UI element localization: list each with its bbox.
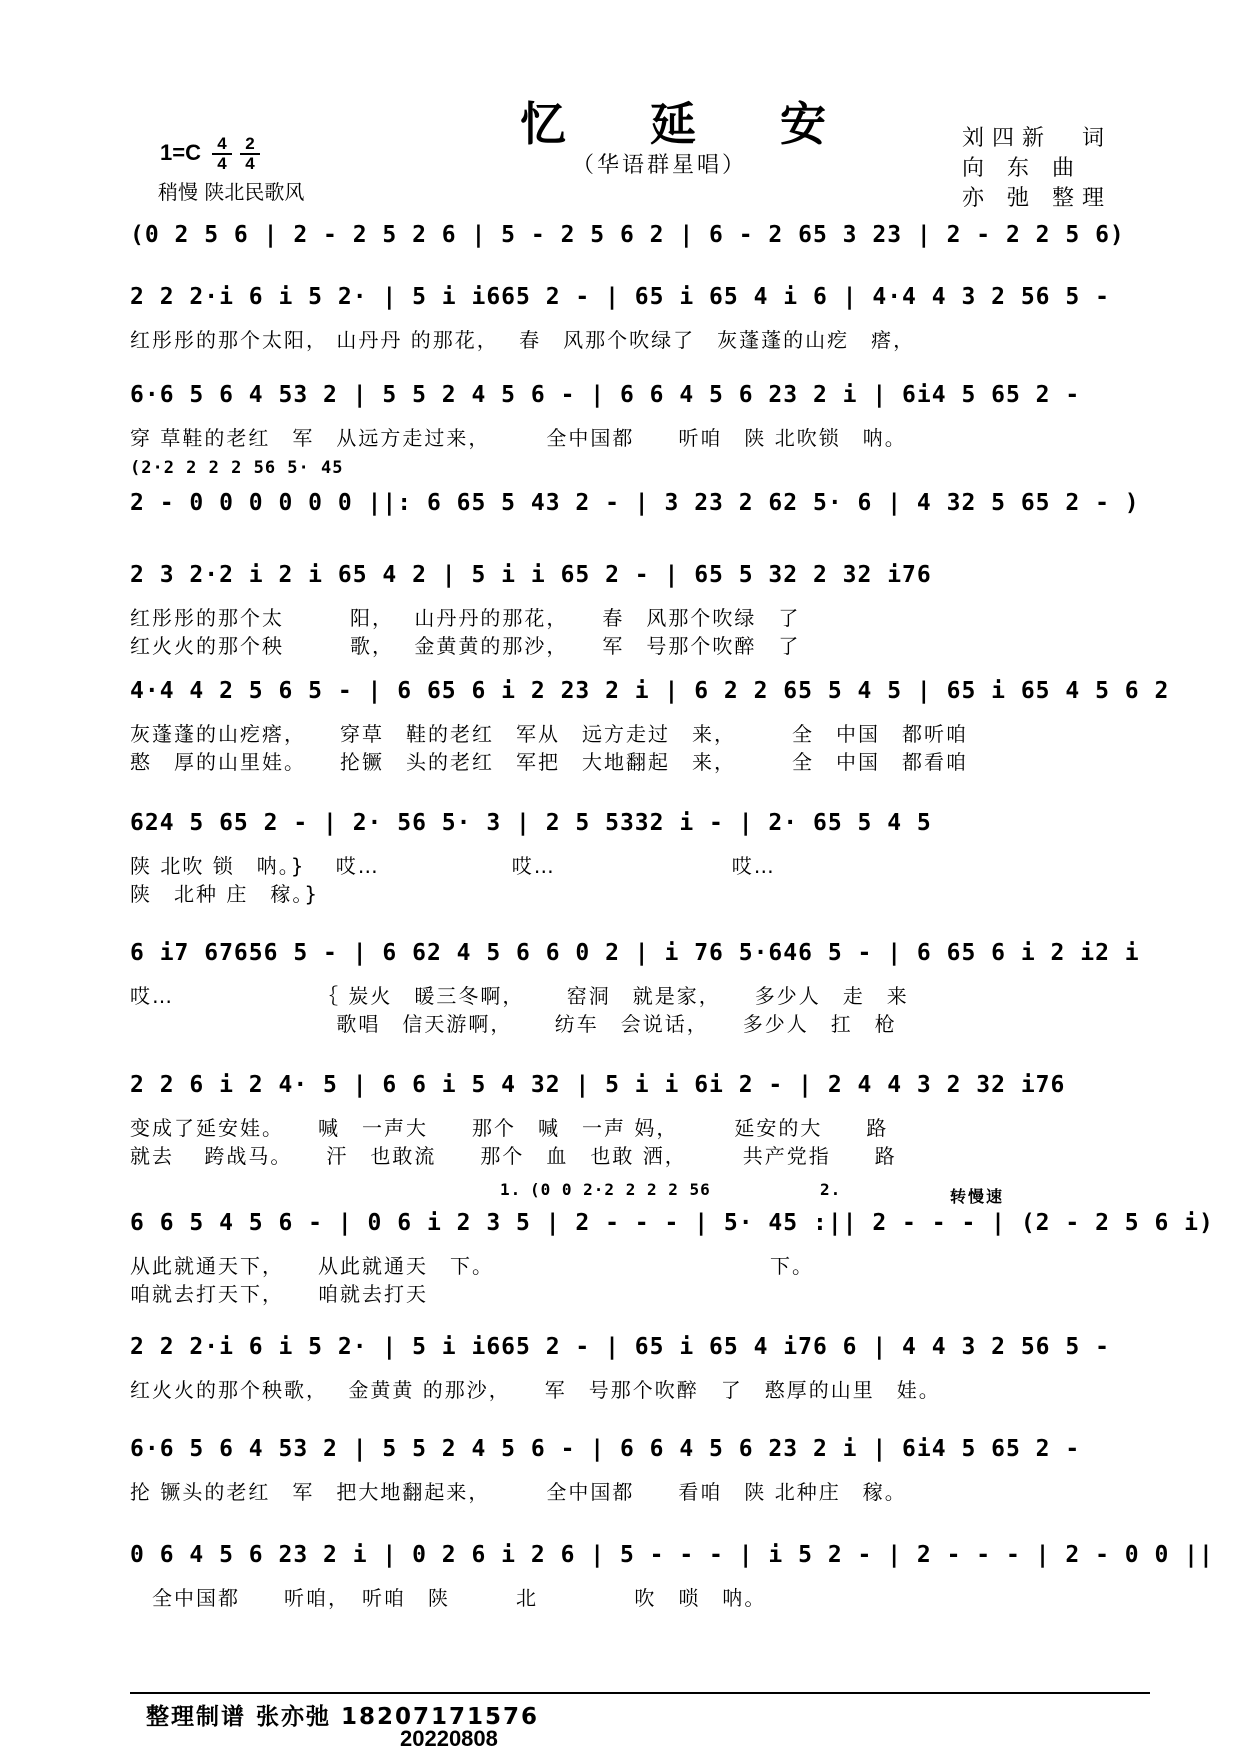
lyric-line: 咱就去打天下， 咱就去打天: [130, 1282, 428, 1306]
song-subtitle: （华语群星唱）: [572, 153, 748, 178]
lyricist-credit: 刘四新 词: [962, 126, 1113, 151]
notation-line: 2 2 6 i 2 4· 5 | 6 6 i 5 4 32 | 5 i i 6i 2 - | 2 4 4 3 2 32 i76: [130, 1072, 1066, 1098]
notation-line: 2 2 2·i 6 i 5 2· | 5 i i665 2 - | 65 i 65 4 i 6 | 4·4 4 3 2 56 5 -: [130, 284, 1110, 310]
lyric-line: 陕 北种 庄 稼。}: [130, 882, 320, 906]
lyric-line: 歌唱 信天游啊， 纺车 会说话， 多少人 扛 枪: [130, 1012, 897, 1036]
lyric-line: 变成了延安娃。 喊 一声大 那个 喊 一声 妈， 延安的大 路: [130, 1116, 889, 1140]
key-signature: 1=C: [160, 140, 201, 165]
footer-divider: [130, 1692, 1150, 1694]
credits: [962, 124, 1112, 214]
notation-line: 6 6 5 4 5 6 - | 0 6 i 2 3 5 | 2 - - - | 5· 45 :|| 2 - - - | (2 - 2 5 6 i): [130, 1210, 1214, 1236]
lyric-line: 哎… ｛ 炭火 暖三冬啊， 窑洞 就是家， 多少人 走 来: [130, 984, 909, 1008]
lyric-line: 从此就通天下， 从此就通天 下。 下。: [130, 1254, 814, 1278]
volta-2-label: 2.: [820, 1180, 842, 1199]
arranger-credit: 亦 弛 整理: [962, 186, 1112, 211]
lyric-line: 红火火的那个秧 歌， 金黄黄的那沙， 军 号那个吹醉 了: [130, 634, 801, 658]
lyric-line: 抡 镢头的老红 军 把大地翻起来， 全中国都 看咱 陕 北种庄 稼。: [130, 1480, 907, 1504]
lyric-line: 穿 草鞋的老红 军 从远方走过来， 全中国都 听咱 陕 北吹锁 呐。: [130, 426, 907, 450]
notation-line: 2 2 2·i 6 i 5 2· | 5 i i665 2 - | 65 i 65 4 i76 6 | 4 4 3 2 56 5 -: [130, 1334, 1110, 1360]
notation-line: 2 3 2·2 i 2 i 65 4 2 | 5 i i 65 2 - | 65 5 32 2 32 i76: [130, 562, 932, 588]
notation-line: 0 6 4 5 6 23 2 i | 0 2 6 i 2 6 | 5 - - - | i 5 2 - | 2 - - - | 2 - 0 0 ||: [130, 1542, 1214, 1568]
arranger-footer: 整理制谱 张亦弛 18207171576: [146, 1704, 540, 1730]
lyric-line: 憨 厚的山里娃。 抡镢 头的老红 军把 大地翻起 来， 全 中国 都看咱: [130, 750, 968, 774]
notation-line: (0 2 5 6 | 2 - 2 5 2 6 | 5 - 2 5 6 2 | 6 - 2 65 3 23 | 2 - 2 2 5 6): [130, 222, 1125, 248]
lyric-line: 全中国都 听咱， 听咱 陕 北 吹 唢 呐。: [130, 1586, 767, 1610]
lyric-line: 红彤彤的那个太 阳， 山丹丹的那花， 春 风那个吹绿 了: [130, 606, 801, 630]
tempo-change-marking: 转慢速: [950, 1187, 1005, 1206]
lyric-line: 红火火的那个秧歌， 金黄黄 的那沙， 军 号那个吹醉 了 憨厚的山里 娃。: [130, 1378, 941, 1402]
notation-line: 6·6 5 6 4 53 2 | 5 5 2 4 5 6 - | 6 6 4 5 6 23 2 i | 6i4 5 65 2 -: [130, 382, 1081, 408]
notation-line: 4·4 4 2 5 6 5 - | 6 65 6 i 2 23 2 i | 6 2 2 65 5 4 5 | 65 i 65 4 5 6 2: [130, 678, 1170, 704]
volta-1-label: 1.: [500, 1180, 522, 1199]
composer-credit: 向 东 曲: [962, 156, 1082, 181]
notation-line: 624 5 65 2 - | 2· 56 5· 3 | 2 5 5332 i - | 2· 65 5 4 5: [130, 810, 932, 836]
footer-date: 20220808: [400, 1726, 498, 1751]
lyric-line: 灰蓬蓬的山疙瘩， 穿草 鞋的老红 军从 远方走过 来， 全 中国 都听咱: [130, 722, 968, 746]
time-signature-4-4: 4 4: [212, 136, 232, 172]
notation-line: 2 - 0 0 0 0 0 0 ||: 6 65 5 43 2 - | 3 23 2 62 5· 6 | 4 32 5 65 2 - ): [130, 490, 1140, 516]
volta-1-alt-notation: (0 0 2·2 2 2 2 56: [530, 1180, 711, 1199]
notation-line: 6·6 5 6 4 53 2 | 5 5 2 4 5 6 - | 6 6 4 5 6 23 2 i | 6i4 5 65 2 -: [130, 1436, 1081, 1462]
lyric-line: 陕 北吹 锁 呐。} 哎… 哎… 哎…: [130, 854, 776, 878]
time-signature-2-4: 2 4: [240, 136, 260, 172]
tempo-marking: 稍慢 陕北民歌风: [158, 180, 305, 204]
lyric-line: 红彤彤的那个太阳， 山丹丹 的那花， 春 风那个吹绿了 灰蓬蓬的山疙 瘩，: [130, 328, 916, 352]
notation-line: 6 i7 67656 5 - | 6 62 4 5 6 6 0 2 | i 76 5·646 5 - | 6 65 6 i 2 i2 i: [130, 940, 1140, 966]
intro-alt-notation: (2·2 2 2 2 56 5· 45: [130, 458, 344, 478]
song-title: 忆 延 安: [520, 97, 861, 151]
lyric-line: 就去 跨战马。 汗 也敢流 那个 血 也敢 洒， 共产党指 路: [130, 1144, 897, 1168]
